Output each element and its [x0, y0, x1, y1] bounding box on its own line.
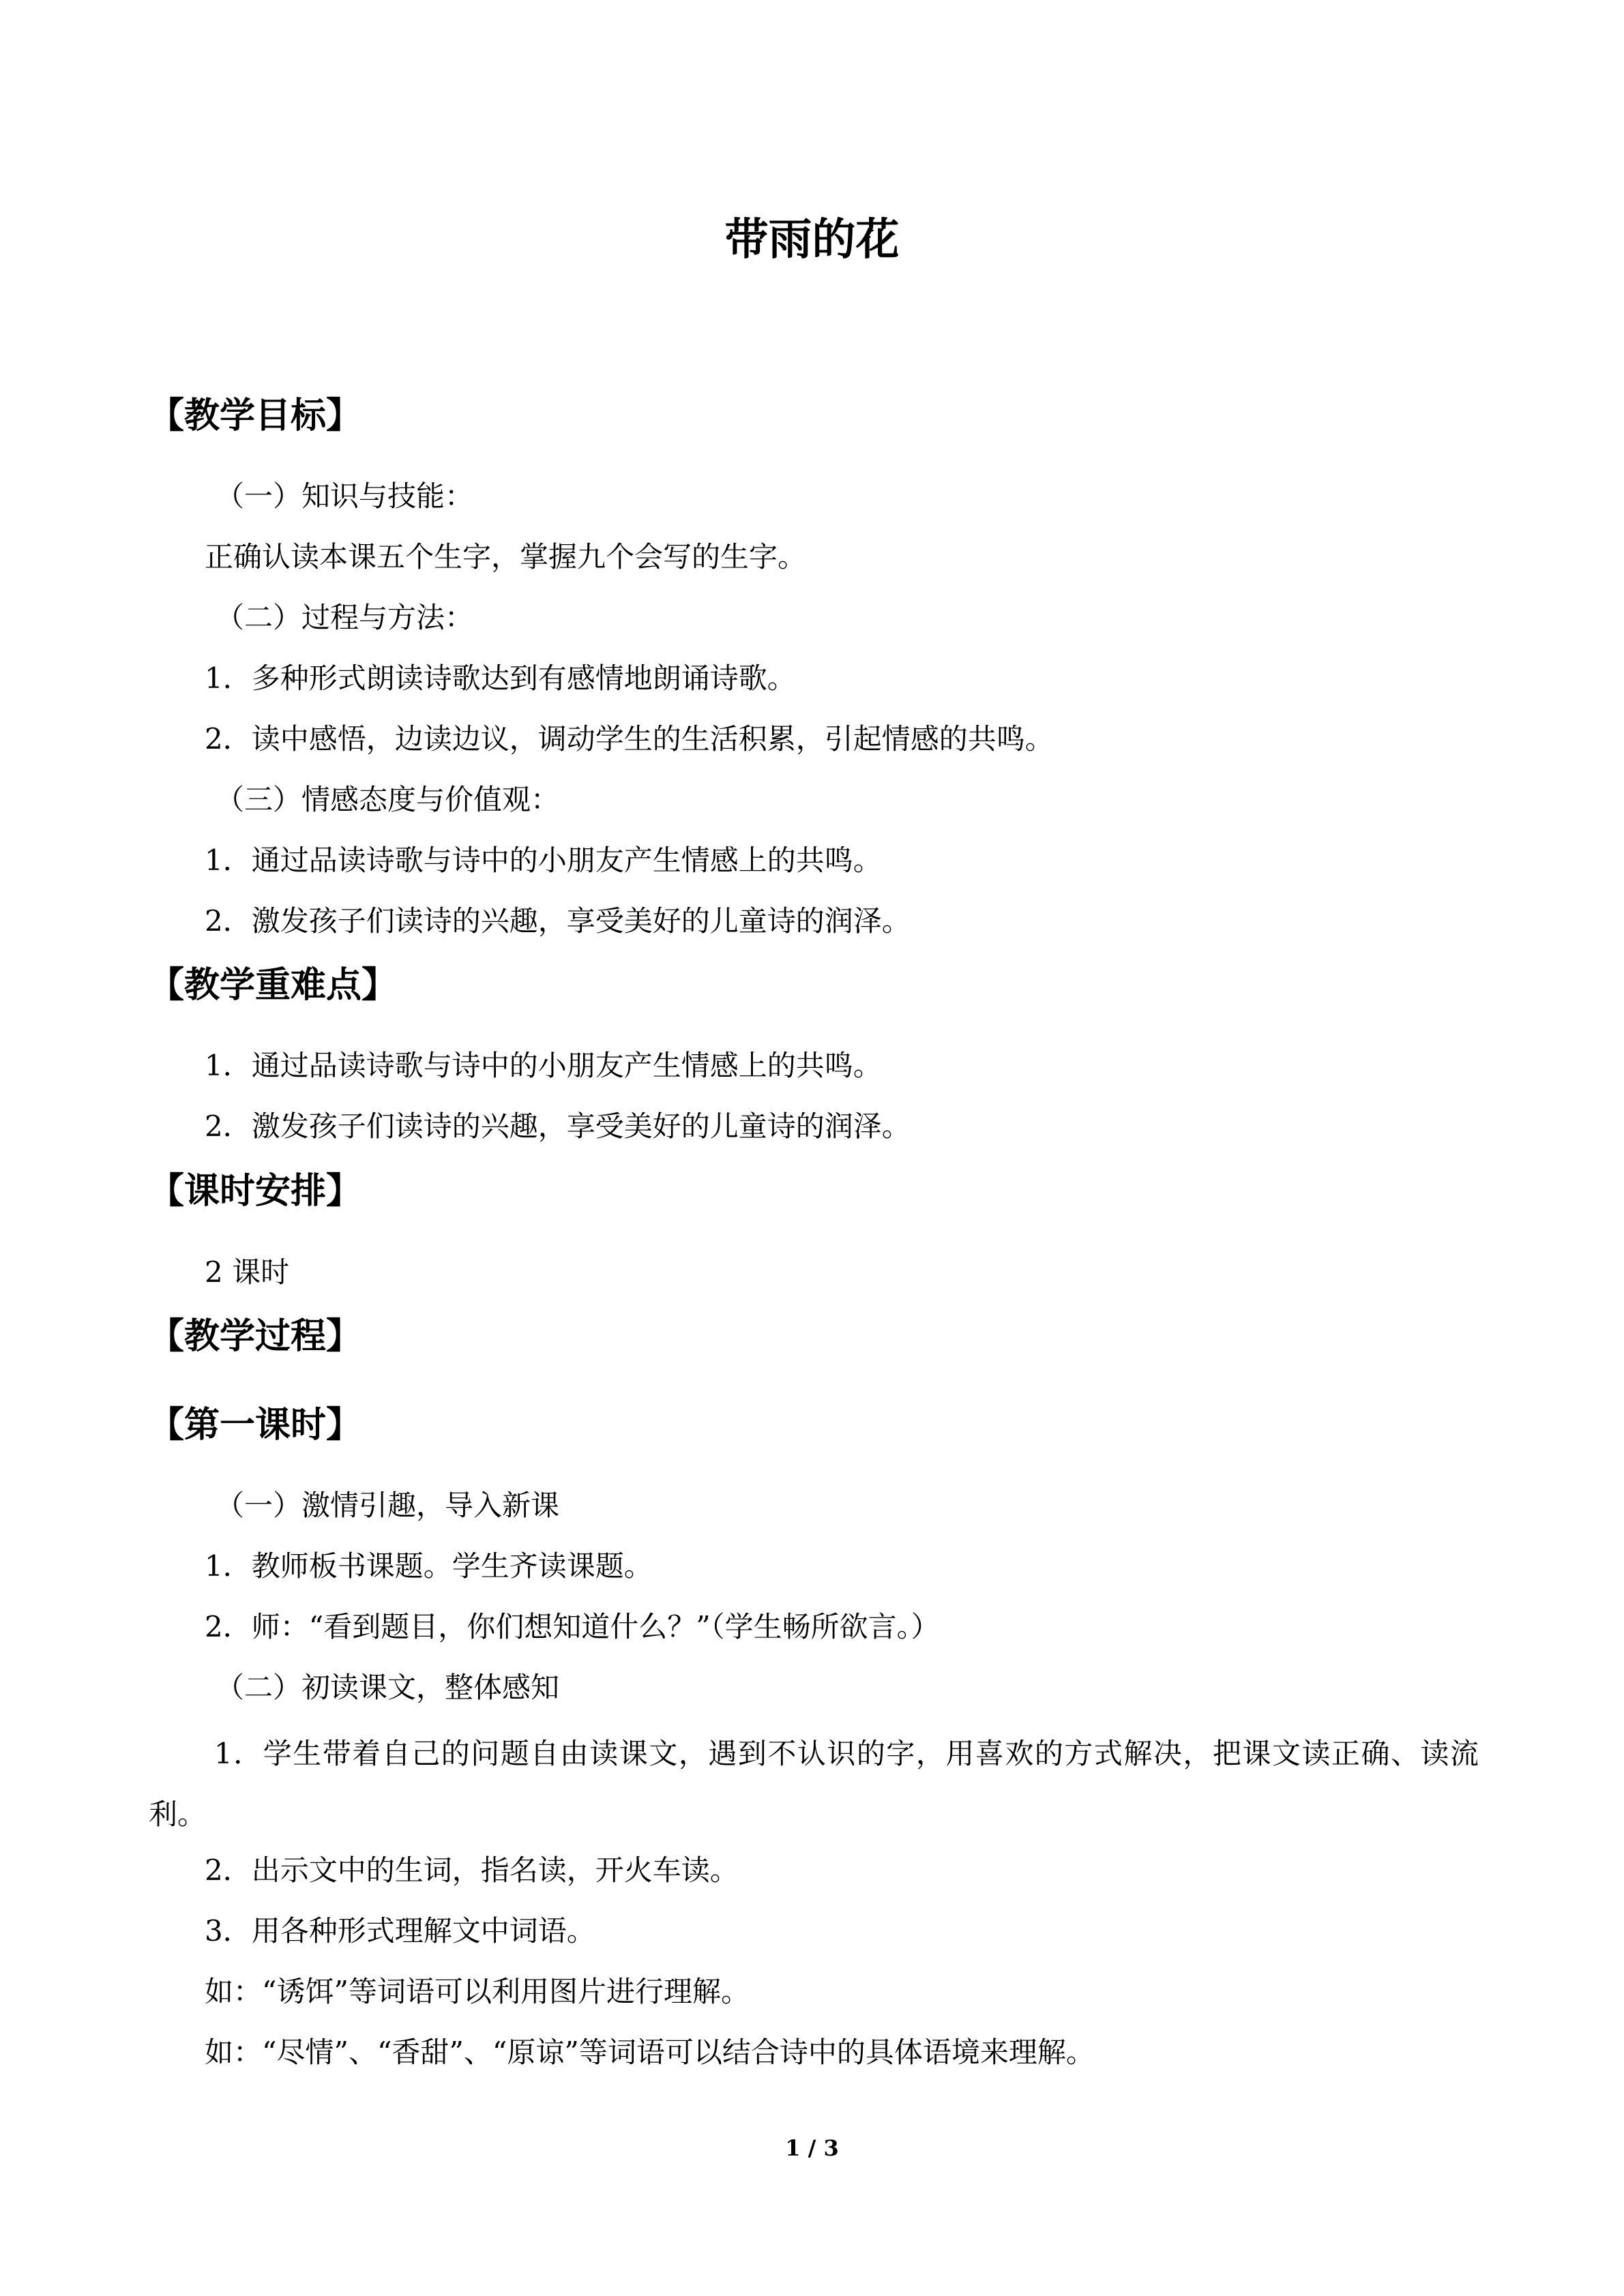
page-number: 1 / 3 — [785, 2135, 839, 2161]
heading-key-points: 【教学重难点】 — [149, 965, 398, 1006]
objectives-item: 2．读中感悟，边读边议，调动学生的生活积累，引起情感的共鸣。 — [205, 722, 1054, 756]
lesson1-item: 2．师：“看到题目，你们想知道什么？”（学生畅所欲言。） — [205, 1610, 940, 1643]
lesson1-item: 1．学生带着自己的问题自由读课文，遇到不认识的字，用喜欢的方式解决，把课文读正确、读流利。 — [149, 1737, 1479, 1831]
objectives-item: （三）情感态度与价值观： — [216, 783, 560, 816]
lesson1-item: 如：“诱饵”等词语可以利用图片进行理解。 — [205, 1975, 750, 2008]
objectives-item: 正确认读本课五个生字，掌握九个会写的生字。 — [205, 540, 807, 573]
objectives-item: （二）过程与方法： — [216, 601, 474, 634]
objectives-item: 2．激发孩子们读诗的兴趣，享受美好的儿童诗的润泽。 — [205, 904, 911, 938]
objectives-item: 1．通过品读诗歌与诗中的小朋友产生情感上的共鸣。 — [205, 844, 882, 877]
lesson1-item: （二）初读课文，整体感知 — [216, 1671, 560, 1704]
objectives-item: （一）知识与技能： — [216, 479, 474, 513]
lesson1-item: 2．出示文中的生词，指名读，开火车读。 — [205, 1853, 739, 1887]
heading-objectives: 【教学目标】 — [149, 396, 362, 436]
lesson1-item: 如：“尽情”、“香甜”、“原谅”等词语可以结合诗中的具体语境来理解。 — [205, 2036, 1095, 2069]
lesson1-item: 3．用各种形式理解文中词语。 — [205, 1914, 595, 1948]
lesson1-item: （一）激情引趣，导入新课 — [216, 1489, 560, 1522]
heading-process: 【教学过程】 — [149, 1316, 362, 1357]
heading-lesson1: 【第一课时】 — [149, 1405, 362, 1446]
schedule-item: 2 课时 — [205, 1255, 290, 1289]
document-title: 带雨的花 — [724, 215, 900, 265]
key-points-item: 1．通过品读诗歌与诗中的小朋友产生情感上的共鸣。 — [205, 1049, 882, 1082]
lesson1-item: 1．教师板书课题。学生齐读课题。 — [205, 1549, 653, 1583]
key-points-item: 2．激发孩子们读诗的兴趣，享受美好的儿童诗的润泽。 — [205, 1109, 911, 1143]
objectives-item: 1．多种形式朗读诗歌达到有感情地朗诵诗歌。 — [205, 661, 796, 695]
heading-schedule: 【课时安排】 — [149, 1171, 362, 1212]
